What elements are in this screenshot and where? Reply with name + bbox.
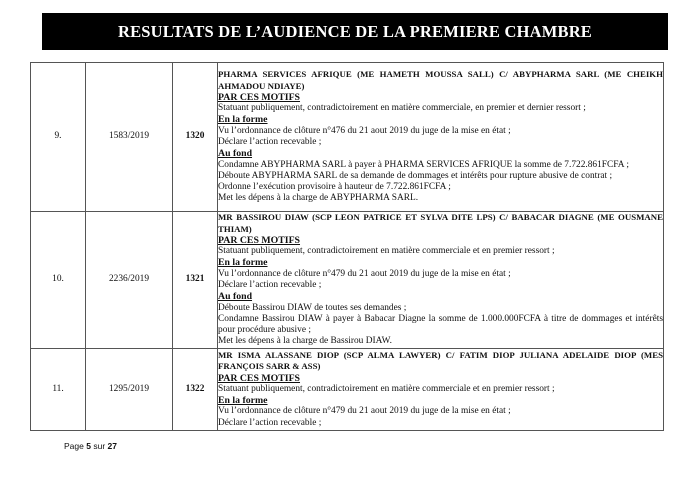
order-number: 1322 bbox=[173, 349, 218, 431]
table-row bbox=[31, 212, 664, 349]
footer-prefix: Page bbox=[64, 441, 84, 451]
decision-content bbox=[218, 63, 664, 212]
case-number: 1295/2019 bbox=[86, 349, 173, 431]
order-number: 1321 bbox=[173, 212, 218, 349]
footer-page-number: 5 bbox=[86, 441, 91, 451]
decision-line: Met les dépens à la charge de ABYPHARMA SARL. bbox=[218, 193, 419, 204]
decision-line: Condamne ABYPHARMA SARL à payer à PHARMA SERVICES AFRIQUE la somme de 7.722.861FCFA ; bbox=[218, 159, 629, 170]
decision-line: Met les dépens à la charge de Bassirou DIAW. bbox=[218, 336, 392, 347]
decision-line: Déclare l’action recevable ; bbox=[218, 137, 322, 147]
decision-content bbox=[218, 349, 664, 431]
table-row bbox=[31, 63, 664, 212]
row-number: 10. bbox=[31, 212, 86, 349]
decision-line: Statuant publiquement, contradictoirement en matière commerciale et en premier ressort ; bbox=[218, 246, 555, 257]
decision-line: Vu l’ordonnance de clôture n°476 du 21 aout 2019 du juge de la mise en état ; bbox=[218, 125, 511, 136]
decision-line: Déclare l’action recevable ; bbox=[218, 417, 322, 428]
row-number: 11. bbox=[31, 349, 86, 431]
page-title: RESULTATS DE L’AUDIENCE DE LA PREMIERE CHAMBRE bbox=[117, 21, 593, 41]
decision-line: Statuant publiquement, contradictoirement en matière commerciale et en premier ressort ; bbox=[218, 383, 555, 394]
case-number: 1583/2019 bbox=[86, 63, 173, 212]
section-heading: PAR CES MOTIFS bbox=[218, 372, 301, 384]
footer-page-total: 27 bbox=[107, 441, 117, 451]
order-number: 1320 bbox=[173, 63, 218, 212]
section-heading: En la forme bbox=[218, 114, 268, 126]
decision-content bbox=[218, 212, 664, 349]
case-parties: MR BASSIROU DIAW (SCP LEON PATRICE ET SYLVA DITE LPS) C/ BABACAR DIAGNE (ME OUSMANE THIAM) bbox=[218, 212, 663, 234]
decision-line: Vu l’ordonnance de clôture n°479 du 21 aout 2019 du juge de la mise en état ; bbox=[218, 406, 511, 417]
results-table bbox=[30, 62, 664, 431]
header-bar bbox=[42, 13, 668, 50]
section-heading: PAR CES MOTIFS bbox=[218, 91, 301, 103]
row-number: 9. bbox=[31, 63, 86, 212]
section-heading: Au fond bbox=[218, 291, 253, 303]
section-heading: PAR CES MOTIFS bbox=[218, 234, 301, 246]
section-heading: En la forme bbox=[218, 257, 268, 269]
section-heading: En la forme bbox=[218, 395, 268, 407]
decision-line: Statuant publiquement, contradictoirement en matière commerciale, en premier et dernier ressort ; bbox=[218, 103, 586, 114]
decision-line: Ordonne l’exécution provisoire à hauteur de 7.722.861FCFA ; bbox=[218, 182, 451, 193]
decision-line: Déboute Bassirou DIAW de toutes ses demandes ; bbox=[218, 302, 407, 313]
decision-line: Déclare l’action recevable ; bbox=[218, 280, 322, 290]
case-parties: MR ISMA ALASSANE DIOP (SCP ALMA LAWYER) C/ FATIM DIOP JULIANA ADELAIDE DIOP (MES FRANÇOIS SARR & ASS) bbox=[218, 349, 663, 372]
decision-line: Condamne Bassirou DIAW à payer à Babacar Diagne la somme de 1.000.000FCFA à titre de dommages et intérêts pour procédure abusive ; bbox=[218, 313, 663, 336]
decision-line: Déboute ABYPHARMA SARL de sa demande de dommages et intérêts pour rupture abusive de contrat ; bbox=[218, 170, 613, 181]
results-table-body bbox=[31, 63, 664, 431]
footer-sep: sur bbox=[93, 441, 106, 451]
case-number: 2236/2019 bbox=[86, 212, 173, 349]
table-row bbox=[31, 349, 664, 431]
case-parties: PHARMA SERVICES AFRIQUE (ME HAMETH MOUSSA SALL) C/ ABYPHARMA SARL (ME CHEIKH AHMADOU NDIAYE) bbox=[218, 69, 663, 91]
decision-line: Vu l’ordonnance de clôture n°479 du 21 aout 2019 du juge de la mise en état ; bbox=[218, 268, 511, 279]
section-heading: Au fond bbox=[218, 148, 253, 160]
page-footer bbox=[64, 441, 117, 451]
